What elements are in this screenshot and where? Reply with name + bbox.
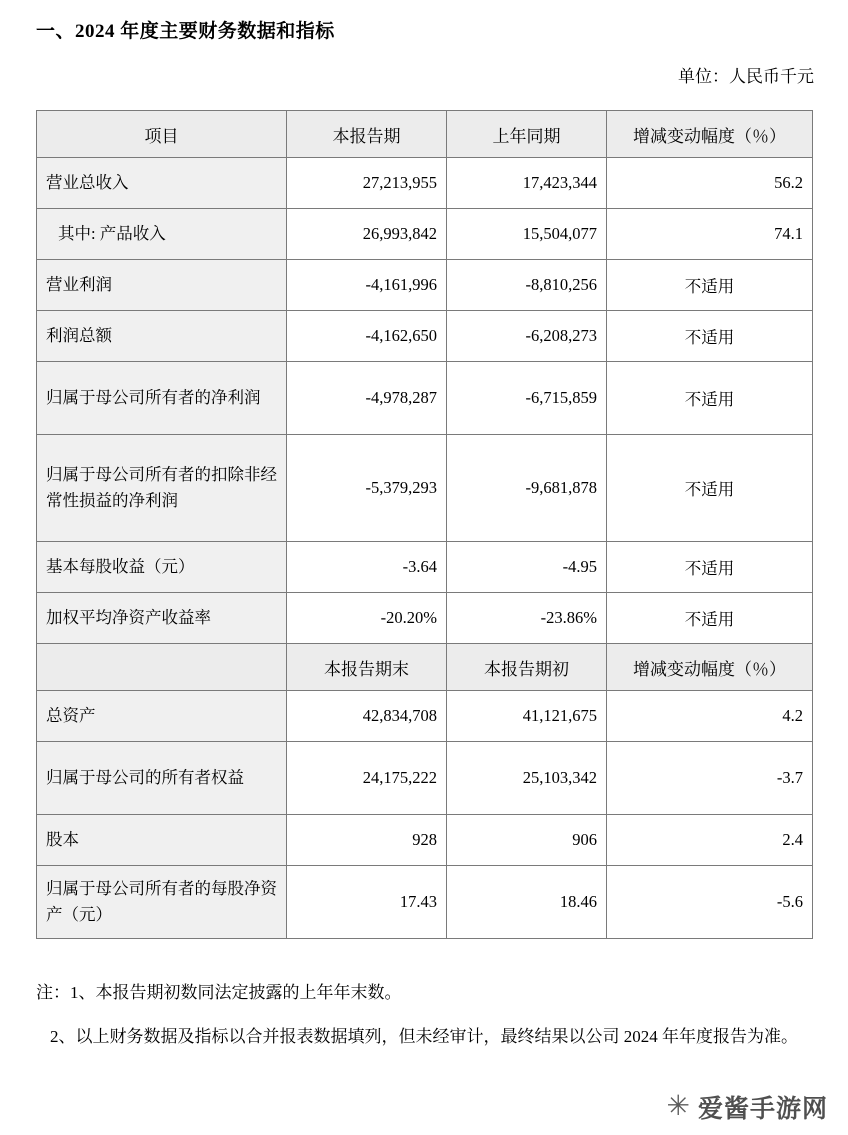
row-change-value: 74.1 <box>607 209 813 260</box>
row-current-value: 928 <box>287 815 447 866</box>
row-current-value: 42,834,708 <box>287 691 447 742</box>
table-row <box>37 742 813 815</box>
row-current-value: -5,379,293 <box>287 435 447 542</box>
watermark <box>667 1089 828 1125</box>
row-previous-value: 25,103,342 <box>447 742 607 815</box>
table-header-row-period <box>37 111 813 158</box>
table-row <box>37 542 813 593</box>
row-change-value: 不适用 <box>607 311 813 362</box>
financial-data-table <box>36 110 813 939</box>
column-header-period-end: 本报告期末 <box>287 644 447 691</box>
table-row <box>37 260 813 311</box>
column-header-current-period: 本报告期 <box>287 111 447 158</box>
row-previous-value: -9,681,878 <box>447 435 607 542</box>
footnote-1: 注：1、本报告期初数同法定披露的上年年末数。 <box>36 983 402 1002</box>
column-header-previous-period: 上年同期 <box>447 111 607 158</box>
star-icon: ✳ <box>666 1091 690 1122</box>
column-header-change-rate: 增减变动幅度（％） <box>607 644 813 691</box>
row-label: 归属于母公司所有者的净利润 <box>37 362 287 435</box>
row-previous-value: 41,121,675 <box>447 691 607 742</box>
row-current-value: -20.20% <box>287 593 447 644</box>
row-previous-value: -4.95 <box>447 542 607 593</box>
unit-note: 单位：人民币千元 <box>678 67 814 86</box>
row-previous-value: -8,810,256 <box>447 260 607 311</box>
table-row <box>37 815 813 866</box>
row-label: 归属于母公司所有者的每股净资产（元） <box>37 866 287 939</box>
row-change-value: 不适用 <box>607 435 813 542</box>
row-label: 利润总额 <box>37 311 287 362</box>
row-label: 营业利润 <box>37 260 287 311</box>
row-label: 股本 <box>37 815 287 866</box>
row-label: 总资产 <box>37 691 287 742</box>
table-row <box>37 311 813 362</box>
row-label: 其中: 产品收入 <box>37 209 287 260</box>
row-current-value: 24,175,222 <box>287 742 447 815</box>
table-row <box>37 362 813 435</box>
column-header-empty <box>37 644 287 691</box>
table-row <box>37 158 813 209</box>
watermark-text: 爱酱手游网 <box>697 1095 828 1123</box>
row-previous-value: -23.86% <box>447 593 607 644</box>
row-current-value: -3.64 <box>287 542 447 593</box>
table-row <box>37 593 813 644</box>
row-change-value: 不适用 <box>607 362 813 435</box>
column-header-change-rate: 增减变动幅度（％） <box>607 111 813 158</box>
row-current-value: -4,162,650 <box>287 311 447 362</box>
column-header-item: 项目 <box>37 111 287 158</box>
row-current-value: 26,993,842 <box>287 209 447 260</box>
row-current-value: -4,161,996 <box>287 260 447 311</box>
row-previous-value: 906 <box>447 815 607 866</box>
row-label: 归属于母公司所有者的扣除非经常性损益的净利润 <box>37 435 287 542</box>
footnote-2: 2、以上财务数据及指标以合并报表数据填列，但未经审计，最终结果以公司 2024 年年度报告为准。 <box>50 1026 798 1046</box>
row-label: 基本每股收益（元） <box>37 542 287 593</box>
row-change-value: 不适用 <box>607 542 813 593</box>
row-label: 营业总收入 <box>37 158 287 209</box>
row-previous-value: 15,504,077 <box>447 209 607 260</box>
footnotes <box>36 978 826 1066</box>
row-previous-value: 17,423,344 <box>447 158 607 209</box>
table-row <box>37 435 813 542</box>
table-row <box>37 691 813 742</box>
row-previous-value: -6,208,273 <box>447 311 607 362</box>
row-change-value: 2.4 <box>607 815 813 866</box>
row-change-value: -5.6 <box>607 866 813 939</box>
row-change-value: 56.2 <box>607 158 813 209</box>
table-row <box>37 209 813 260</box>
row-change-value: 不适用 <box>607 260 813 311</box>
row-change-value: -3.7 <box>607 742 813 815</box>
row-previous-value: 18.46 <box>447 866 607 939</box>
row-current-value: 17.43 <box>287 866 447 939</box>
row-change-value: 不适用 <box>607 593 813 644</box>
row-label: 加权平均净资产收益率 <box>37 593 287 644</box>
column-header-period-begin: 本报告期初 <box>447 644 607 691</box>
row-change-value: 4.2 <box>607 691 813 742</box>
table-row <box>37 866 813 939</box>
table-header-row-balance <box>37 644 813 691</box>
row-label: 归属于母公司的所有者权益 <box>37 742 287 815</box>
row-current-value: 27,213,955 <box>287 158 447 209</box>
row-current-value: -4,978,287 <box>287 362 447 435</box>
page-title: 一、2024 年度主要财务数据和指标 <box>36 21 335 42</box>
row-previous-value: -6,715,859 <box>447 362 607 435</box>
